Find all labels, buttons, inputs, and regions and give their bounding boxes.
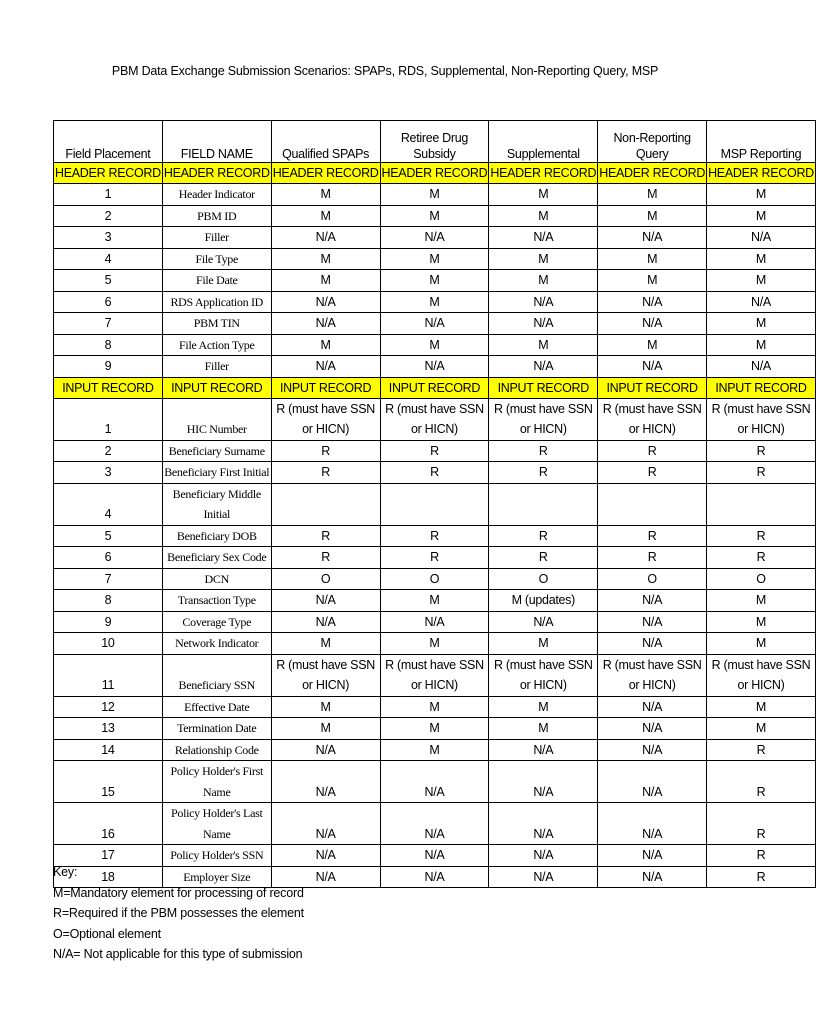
table-row xyxy=(54,803,816,845)
requirement-cell: INPUT RECORD xyxy=(598,377,707,398)
requirement-cell: N/A xyxy=(598,227,707,249)
requirement-cell: N/A xyxy=(271,866,380,888)
table-row xyxy=(54,291,816,313)
requirement-cell: R xyxy=(707,739,816,761)
requirement-cell: N/A xyxy=(598,761,707,803)
requirement-cell: N/A xyxy=(598,313,707,335)
requirement-cell: M xyxy=(489,184,598,206)
field-name-cell: Beneficiary DOB xyxy=(162,525,271,547)
field-name-cell: File Action Type xyxy=(162,334,271,356)
requirement-cell: N/A xyxy=(598,590,707,612)
requirement-cell: R xyxy=(489,547,598,569)
column-header-row xyxy=(54,121,816,163)
requirement-cell: R xyxy=(598,525,707,547)
field-name-cell: Policy Holder's SSN xyxy=(162,845,271,867)
field-name-cell: PBM TIN xyxy=(162,313,271,335)
requirement-cell: M xyxy=(707,633,816,655)
requirement-cell: M xyxy=(489,248,598,270)
field-name-cell: Header Indicator xyxy=(162,184,271,206)
requirement-cell: N/A xyxy=(598,739,707,761)
table-row xyxy=(54,270,816,292)
field-placement-cell: 11 xyxy=(54,654,163,696)
requirement-cell: R xyxy=(707,440,816,462)
field-name-cell: Beneficiary Surname xyxy=(162,440,271,462)
field-placement-cell: 8 xyxy=(54,590,163,612)
field-placement-cell: 15 xyxy=(54,761,163,803)
field-placement-cell: 7 xyxy=(54,568,163,590)
requirement-cell: N/A xyxy=(380,803,489,845)
requirement-cell: M xyxy=(489,718,598,740)
field-name-cell: Filler xyxy=(162,356,271,378)
requirement-cell: N/A xyxy=(271,803,380,845)
table-row xyxy=(54,739,816,761)
requirement-cell: INPUT RECORD xyxy=(489,377,598,398)
requirement-cell: R (must have SSN or HICN) xyxy=(380,398,489,440)
table-row xyxy=(54,462,816,484)
requirement-cell: R xyxy=(707,525,816,547)
requirement-cell: N/A xyxy=(271,845,380,867)
requirement-cell: M xyxy=(489,334,598,356)
field-placement-cell: 13 xyxy=(54,718,163,740)
field-placement-cell: 2 xyxy=(54,205,163,227)
requirement-cell xyxy=(489,483,598,525)
requirement-cell: R (must have SSN or HICN) xyxy=(707,654,816,696)
field-placement-cell: 3 xyxy=(54,462,163,484)
table-row xyxy=(54,205,816,227)
field-placement-cell: Field Placement xyxy=(54,121,163,163)
requirement-cell: INPUT RECORD xyxy=(380,377,489,398)
requirement-cell: R (must have SSN or HICN) xyxy=(489,398,598,440)
requirement-cell: Retiree Drug Subsidy xyxy=(380,121,489,163)
field-name-cell: Effective Date xyxy=(162,696,271,718)
requirement-cell: M xyxy=(380,184,489,206)
table-row xyxy=(54,356,816,378)
requirement-cell: N/A xyxy=(707,227,816,249)
key-line: M=Mandatory element for processing of record xyxy=(53,885,304,900)
field-placement-cell: 4 xyxy=(54,248,163,270)
requirement-cell: M xyxy=(380,205,489,227)
key-line: R=Required if the PBM possesses the element xyxy=(53,906,304,920)
requirement-cell: R (must have SSN or HICN) xyxy=(707,398,816,440)
field-name-cell: FIELD NAME xyxy=(162,121,271,163)
requirement-cell: N/A xyxy=(707,291,816,313)
field-placement-cell: 9 xyxy=(54,356,163,378)
requirement-cell: N/A xyxy=(598,291,707,313)
table-row xyxy=(54,334,816,356)
requirement-cell: M xyxy=(707,205,816,227)
table-row xyxy=(54,398,816,440)
requirement-cell: M xyxy=(271,718,380,740)
requirement-cell: R xyxy=(707,845,816,867)
table-row xyxy=(54,248,816,270)
requirement-cell: N/A xyxy=(271,761,380,803)
requirement-cell: N/A xyxy=(271,739,380,761)
table-row xyxy=(54,611,816,633)
field-name-cell: HIC Number xyxy=(162,398,271,440)
requirement-cell: R xyxy=(707,761,816,803)
requirement-cell: N/A xyxy=(489,313,598,335)
requirement-cell: R xyxy=(380,462,489,484)
field-placement-cell: 14 xyxy=(54,739,163,761)
requirement-cell: N/A xyxy=(598,611,707,633)
requirement-cell: N/A xyxy=(489,845,598,867)
requirement-cell: R (must have SSN or HICN) xyxy=(598,398,707,440)
requirement-cell: M xyxy=(489,205,598,227)
requirement-cell: R xyxy=(598,440,707,462)
requirement-cell: M xyxy=(380,270,489,292)
requirement-cell: N/A xyxy=(380,845,489,867)
field-name-cell: HEADER RECORD xyxy=(162,163,271,184)
field-placement-cell: 8 xyxy=(54,334,163,356)
requirement-cell: M xyxy=(380,334,489,356)
requirement-cell: M (updates) xyxy=(489,590,598,612)
requirement-cell: N/A xyxy=(380,313,489,335)
requirement-cell: N/A xyxy=(489,611,598,633)
requirement-cell: M xyxy=(598,334,707,356)
table-row xyxy=(54,633,816,655)
requirement-cell xyxy=(380,483,489,525)
requirement-cell: M xyxy=(707,696,816,718)
field-name-cell: INPUT RECORD xyxy=(162,377,271,398)
field-placement-cell: 1 xyxy=(54,184,163,206)
field-placement-cell: 16 xyxy=(54,803,163,845)
requirement-cell: R xyxy=(271,462,380,484)
field-name-cell: Network Indicator xyxy=(162,633,271,655)
field-placement-cell: HEADER RECORD xyxy=(54,163,163,184)
requirement-cell: N/A xyxy=(598,718,707,740)
key-line: N/A= Not applicable for this type of submission xyxy=(53,947,303,961)
requirement-cell: N/A xyxy=(489,866,598,888)
requirement-cell: M xyxy=(598,270,707,292)
requirement-cell: R xyxy=(489,462,598,484)
field-placement-cell: 4 xyxy=(54,483,163,525)
requirement-cell: M xyxy=(271,270,380,292)
key-label: Key: xyxy=(53,865,78,879)
field-name-cell: RDS Application ID xyxy=(162,291,271,313)
table-row xyxy=(54,547,816,569)
requirement-cell: Non-Reporting Query xyxy=(598,121,707,163)
requirement-cell: M xyxy=(707,611,816,633)
table-row xyxy=(54,761,816,803)
field-name-cell: Employer Size xyxy=(162,866,271,888)
requirement-cell: N/A xyxy=(598,633,707,655)
requirement-cell: M xyxy=(598,184,707,206)
requirement-cell: M xyxy=(380,739,489,761)
requirement-cell: INPUT RECORD xyxy=(271,377,380,398)
requirement-cell: O xyxy=(380,568,489,590)
requirement-cell: M xyxy=(380,248,489,270)
requirement-cell: M xyxy=(707,184,816,206)
requirement-cell: R xyxy=(489,525,598,547)
field-name-cell: Termination Date xyxy=(162,718,271,740)
requirement-cell: MSP Reporting xyxy=(707,121,816,163)
requirement-cell: N/A xyxy=(489,803,598,845)
requirement-cell: R xyxy=(707,866,816,888)
requirement-cell: M xyxy=(707,590,816,612)
requirement-cell: M xyxy=(380,633,489,655)
requirement-cell: R (must have SSN or HICN) xyxy=(489,654,598,696)
field-name-cell: Beneficiary Sex Code xyxy=(162,547,271,569)
requirement-cell: M xyxy=(271,696,380,718)
requirement-cell: M xyxy=(271,633,380,655)
field-name-cell: Beneficiary Middle Initial xyxy=(162,483,271,525)
requirement-cell: N/A xyxy=(380,761,489,803)
field-placement-cell: 2 xyxy=(54,440,163,462)
requirement-cell: N/A xyxy=(489,761,598,803)
requirement-cell: O xyxy=(489,568,598,590)
field-name-cell: Policy Holder's First Name xyxy=(162,761,271,803)
requirement-cell: M xyxy=(380,291,489,313)
table-row xyxy=(54,483,816,525)
requirement-cell: Supplemental xyxy=(489,121,598,163)
field-placement-cell: 17 xyxy=(54,845,163,867)
requirement-cell: R xyxy=(380,525,489,547)
requirement-cell: R (must have SSN or HICN) xyxy=(598,654,707,696)
requirement-cell: M xyxy=(380,718,489,740)
requirement-cell: M xyxy=(489,696,598,718)
requirement-cell: INPUT RECORD xyxy=(707,377,816,398)
requirement-cell: M xyxy=(598,248,707,270)
table-row xyxy=(54,718,816,740)
requirement-cell: N/A xyxy=(271,356,380,378)
requirement-cell: N/A xyxy=(380,866,489,888)
table-row xyxy=(54,440,816,462)
table-row xyxy=(54,654,816,696)
requirement-cell xyxy=(271,483,380,525)
requirement-cell: M xyxy=(380,696,489,718)
legend-key xyxy=(53,862,304,965)
submission-scenarios-table xyxy=(53,120,816,888)
requirement-cell: R xyxy=(489,440,598,462)
requirement-cell: N/A xyxy=(707,356,816,378)
requirement-cell: R xyxy=(598,547,707,569)
requirement-cell: R xyxy=(707,462,816,484)
requirement-cell: O xyxy=(271,568,380,590)
requirement-cell: Qualified SPAPs xyxy=(271,121,380,163)
field-name-cell: Beneficiary First Initial xyxy=(162,462,271,484)
requirement-cell: N/A xyxy=(598,803,707,845)
requirement-cell: M xyxy=(707,334,816,356)
field-placement-cell: 6 xyxy=(54,291,163,313)
requirement-cell: N/A xyxy=(271,291,380,313)
section-row-header-record xyxy=(54,163,816,184)
requirement-cell: N/A xyxy=(380,227,489,249)
field-placement-cell: 12 xyxy=(54,696,163,718)
requirement-cell: R xyxy=(271,440,380,462)
requirement-cell: HEADER RECORD xyxy=(598,163,707,184)
requirement-cell: N/A xyxy=(489,227,598,249)
field-placement-cell: 6 xyxy=(54,547,163,569)
requirement-cell: M xyxy=(598,205,707,227)
requirement-cell: M xyxy=(489,633,598,655)
field-placement-cell: 5 xyxy=(54,270,163,292)
requirement-cell: N/A xyxy=(271,227,380,249)
table-row xyxy=(54,696,816,718)
key-line: O=Optional element xyxy=(53,926,161,941)
field-placement-cell: 18 xyxy=(54,866,163,888)
requirement-cell: HEADER RECORD xyxy=(489,163,598,184)
requirement-cell: N/A xyxy=(598,356,707,378)
requirement-cell: N/A xyxy=(489,291,598,313)
requirement-cell: M xyxy=(707,718,816,740)
table-row xyxy=(54,313,816,335)
requirement-cell xyxy=(707,483,816,525)
requirement-cell: N/A xyxy=(271,590,380,612)
requirement-cell: M xyxy=(271,248,380,270)
section-row-input-record xyxy=(54,377,816,398)
requirement-cell: M xyxy=(271,205,380,227)
requirement-cell: N/A xyxy=(271,313,380,335)
requirement-cell xyxy=(598,483,707,525)
field-name-cell: Beneficiary SSN xyxy=(162,654,271,696)
requirement-cell: M xyxy=(271,334,380,356)
requirement-cell: R (must have SSN or HICN) xyxy=(271,398,380,440)
requirement-cell: R xyxy=(380,440,489,462)
requirement-cell: R xyxy=(380,547,489,569)
requirement-cell: M xyxy=(707,248,816,270)
table-row xyxy=(54,568,816,590)
requirement-cell: R xyxy=(271,525,380,547)
field-placement-cell: 5 xyxy=(54,525,163,547)
field-name-cell: Filler xyxy=(162,227,271,249)
requirement-cell: R xyxy=(707,547,816,569)
requirement-cell: M xyxy=(707,270,816,292)
field-name-cell: DCN xyxy=(162,568,271,590)
table-row xyxy=(54,525,816,547)
requirement-cell: N/A xyxy=(598,845,707,867)
field-name-cell: Policy Holder's Last Name xyxy=(162,803,271,845)
field-name-cell: Transaction Type xyxy=(162,590,271,612)
field-placement-cell: 3 xyxy=(54,227,163,249)
requirement-cell: N/A xyxy=(489,356,598,378)
field-name-cell: File Type xyxy=(162,248,271,270)
field-placement-cell: 10 xyxy=(54,633,163,655)
requirement-cell: M xyxy=(380,590,489,612)
requirement-cell: N/A xyxy=(598,696,707,718)
requirement-cell: O xyxy=(707,568,816,590)
requirement-cell: N/A xyxy=(380,356,489,378)
requirement-cell: R xyxy=(271,547,380,569)
table-row xyxy=(54,227,816,249)
field-name-cell: PBM ID xyxy=(162,205,271,227)
requirement-cell: M xyxy=(707,313,816,335)
table-row xyxy=(54,590,816,612)
field-name-cell: Coverage Type xyxy=(162,611,271,633)
requirement-cell: R (must have SSN or HICN) xyxy=(380,654,489,696)
field-name-cell: File Date xyxy=(162,270,271,292)
field-placement-cell: 9 xyxy=(54,611,163,633)
requirement-cell: M xyxy=(271,184,380,206)
requirement-cell: HEADER RECORD xyxy=(271,163,380,184)
field-name-cell: Relationship Code xyxy=(162,739,271,761)
field-placement-cell: 7 xyxy=(54,313,163,335)
requirement-cell: N/A xyxy=(271,611,380,633)
requirement-cell: N/A xyxy=(380,611,489,633)
field-placement-cell: INPUT RECORD xyxy=(54,377,163,398)
page-title: PBM Data Exchange Submission Scenarios: SPAPs, RDS, Supplemental, Non-Reporting Query, MSP xyxy=(111,64,659,78)
requirement-cell: R xyxy=(707,803,816,845)
requirement-cell: HEADER RECORD xyxy=(380,163,489,184)
field-placement-cell: 1 xyxy=(54,398,163,440)
requirement-cell: R xyxy=(598,462,707,484)
requirement-cell: M xyxy=(489,270,598,292)
requirement-cell: N/A xyxy=(598,866,707,888)
requirement-cell: R (must have SSN or HICN) xyxy=(271,654,380,696)
requirement-cell: O xyxy=(598,568,707,590)
table-row xyxy=(54,184,816,206)
requirement-cell: HEADER RECORD xyxy=(707,163,816,184)
requirement-cell: N/A xyxy=(489,739,598,761)
